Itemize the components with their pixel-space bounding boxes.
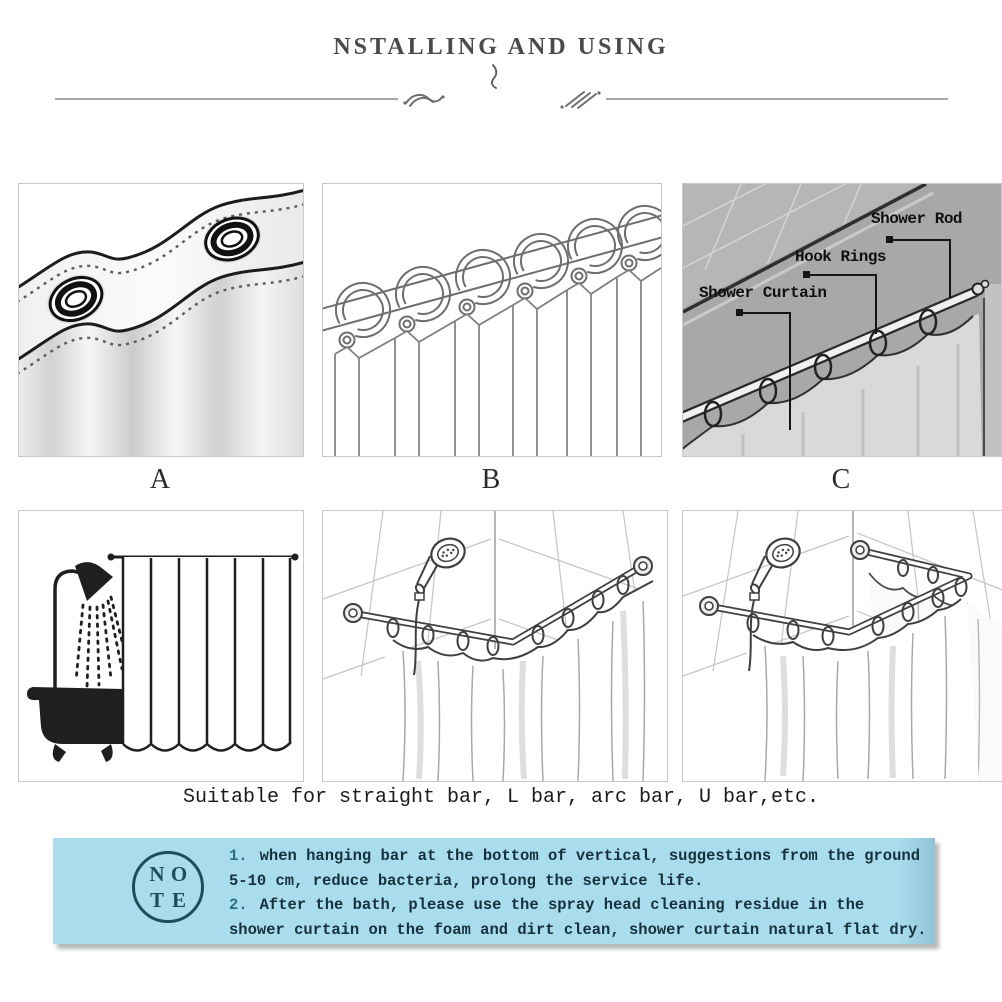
- page-title: NSTALLING AND USING: [333, 34, 669, 60]
- shower-rod-label: Shower Rod: [871, 210, 963, 228]
- panel-u-bar-installation: [682, 510, 1002, 782]
- hook-rings-illustration: [323, 184, 661, 456]
- hook-rings-label: Hook Rings: [795, 248, 887, 266]
- panel-b-hook-rings: [322, 183, 662, 457]
- note-text: [229, 844, 935, 942]
- u-bar-curtain-illustration: [683, 511, 1002, 781]
- note-line: [229, 893, 935, 918]
- note-box: [53, 838, 935, 944]
- ornamental-divider: [55, 88, 948, 110]
- note-badge-letter: T: [149, 887, 164, 912]
- figure-label-b: B: [481, 464, 501, 495]
- suitable-line: Suitable for straight bar, L bar, arc bar, U bar,etc.: [182, 786, 820, 809]
- note-item-number: 1.: [229, 847, 248, 865]
- note-line-text: shower curtain on the foam and dirt clean, shower curtain natural flat dry.: [229, 920, 927, 939]
- l-bar-curtain-illustration: [323, 511, 667, 781]
- title-flourish-icon: [486, 64, 502, 90]
- panel-a-grommet-closeup: [18, 183, 304, 457]
- note-badge: [132, 851, 204, 923]
- panel-c-labeled-photo: [682, 183, 1002, 457]
- note-line-text: when hanging bar at the bottom of vertical, suggestions from the ground: [259, 847, 921, 865]
- shower-curtain-label: Shower Curtain: [699, 284, 827, 302]
- grommet-curtain-illustration: [19, 184, 303, 456]
- note-item-number: 2.: [229, 896, 248, 914]
- note-line: [229, 869, 935, 894]
- note-line: [229, 918, 935, 943]
- figure-label-a: A: [149, 464, 171, 495]
- note-badge-letter: E: [171, 887, 186, 912]
- note-line: [229, 844, 935, 869]
- divider-line-left: [55, 98, 398, 100]
- bathtub-shower-pictogram: [19, 511, 303, 781]
- note-line-text: 5-10 cm, reduce bacteria, prolong the service life.: [229, 871, 704, 890]
- note-badge-letter: N: [149, 861, 165, 886]
- note-line-text: After the bath, please use the spray head cleaning residue in the: [259, 896, 865, 914]
- swash-ornament-left-icon: [402, 88, 446, 110]
- note-badge-letter: O: [170, 861, 188, 886]
- panel-bathtub-pictogram: [18, 510, 304, 782]
- swash-ornament-right-icon: [558, 88, 602, 110]
- figure-label-c: C: [831, 464, 851, 495]
- panel-l-bar-installation: [322, 510, 668, 782]
- divider-line-right: [606, 98, 949, 100]
